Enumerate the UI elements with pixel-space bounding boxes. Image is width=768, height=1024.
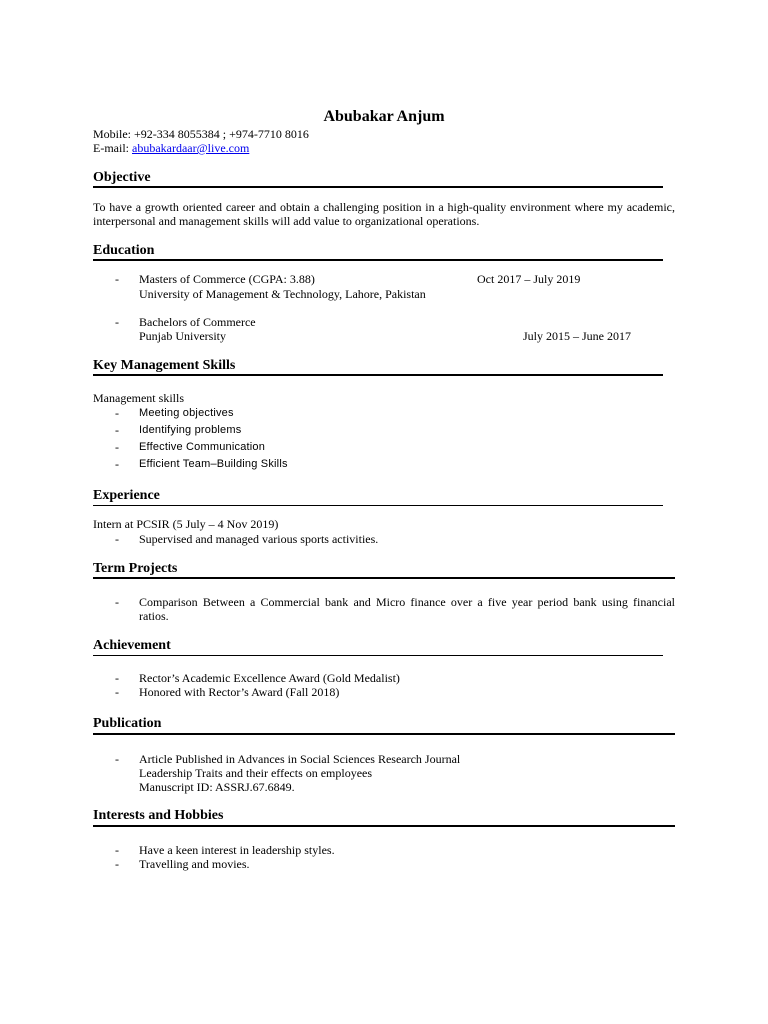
email-label: E-mail: — [93, 141, 129, 155]
skill-bullet: - — [115, 440, 119, 454]
mobile-value: +92-334 8055384 ; +974-7710 8016 — [134, 127, 309, 141]
skill-item: Identifying problems — [139, 424, 242, 436]
education-divider — [93, 259, 663, 261]
interest-bullet: - — [115, 857, 119, 871]
experience-item: Supervised and managed various sports activities. — [139, 532, 379, 546]
publication-line: Leadership Traits and their effects on employees — [139, 766, 373, 780]
skill-item: Efficient Team–Building Skills — [139, 458, 288, 470]
achievement-bullet: - — [115, 671, 119, 685]
objective-text: To have a growth oriented career and obtain a challenging position in a high-quality environment where my academic, interpersonal and management skills will add value to organizational operations. — [93, 200, 675, 228]
mobile-line — [93, 127, 309, 141]
achievement-heading: Achievement — [93, 638, 171, 653]
interest-item: Have a keen interest in leadership styles. — [139, 843, 335, 857]
publication-line: Manuscript ID: ASSRJ.67.6849. — [139, 780, 295, 794]
skill-bullet: - — [115, 423, 119, 437]
education-dates: Oct 2017 – July 2019 — [477, 272, 581, 286]
experience-heading: Experience — [93, 488, 160, 503]
education-degree: Bachelors of Commerce — [139, 315, 256, 329]
email-line — [93, 141, 249, 155]
education-degree: Masters of Commerce (CGPA: 3.88) — [139, 272, 315, 286]
projects-heading: Term Projects — [93, 561, 178, 576]
publication-bullet: - — [115, 752, 119, 766]
publication-line: Article Published in Advances in Social Sciences Research Journal — [139, 752, 461, 766]
skills-intro: Management skills — [93, 391, 184, 405]
education-institution: University of Management & Technology, Lahore, Pakistan — [139, 287, 426, 301]
interest-bullet: - — [115, 843, 119, 857]
skill-item: Effective Communication — [139, 441, 266, 453]
interests-divider — [93, 825, 675, 827]
achievement-bullet: - — [115, 685, 119, 699]
objective-heading: Objective — [93, 170, 151, 185]
achievement-item: Rector’s Academic Excellence Award (Gold Medalist) — [139, 671, 400, 685]
experience-bullet: - — [115, 532, 119, 546]
mobile-label: Mobile: — [93, 127, 131, 141]
skill-item: Meeting objectives — [139, 407, 234, 419]
skill-bullet: - — [115, 457, 119, 471]
skills-divider — [93, 374, 663, 376]
objective-divider — [93, 186, 663, 188]
education-institution: Punjab University — [139, 329, 226, 343]
publication-divider — [93, 733, 675, 735]
education-bullet: - — [115, 315, 119, 329]
project-item: Comparison Between a Commercial bank and Micro finance over a five year period bank using financial ratios. — [139, 595, 675, 623]
achievement-divider — [93, 655, 663, 656]
interest-item: Travelling and movies. — [139, 857, 250, 871]
skills-heading: Key Management Skills — [93, 358, 236, 373]
achievement-item: Honored with Rector’s Award (Fall 2018) — [139, 685, 340, 699]
experience-role: Intern at PCSIR (5 July – 4 Nov 2019) — [93, 517, 279, 531]
interests-heading: Interests and Hobbies — [93, 808, 224, 823]
email-link[interactable]: abubakardaar@live.com — [132, 141, 250, 155]
project-bullet: - — [115, 595, 119, 609]
experience-divider — [93, 505, 663, 506]
education-heading: Education — [93, 243, 155, 258]
education-dates: July 2015 – June 2017 — [523, 329, 631, 343]
candidate-name: Abubakar Anjum — [323, 108, 445, 125]
education-bullet: - — [115, 272, 119, 286]
publication-heading: Publication — [93, 716, 162, 731]
projects-divider — [93, 577, 675, 579]
skill-bullet: - — [115, 406, 119, 420]
